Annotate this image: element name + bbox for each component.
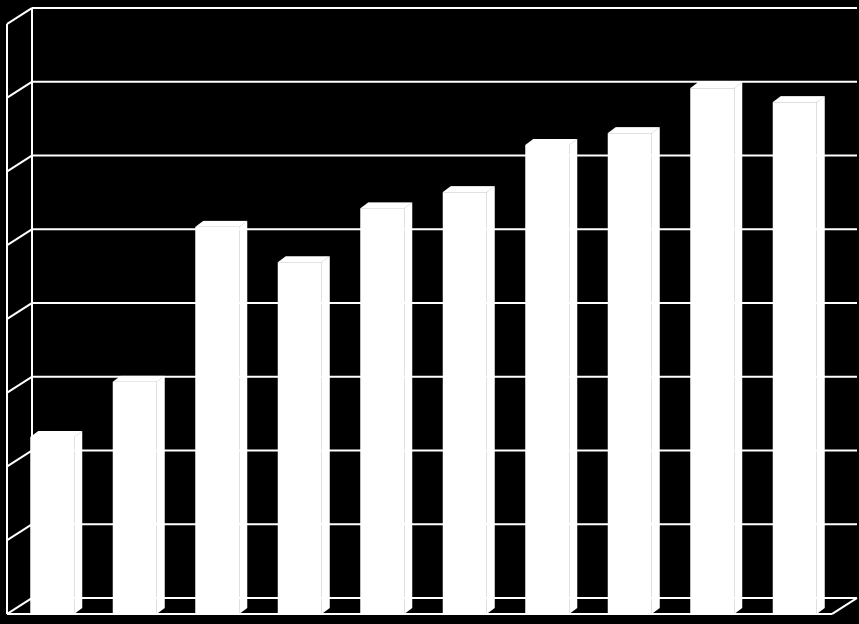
bar (773, 96, 825, 614)
bar-front (525, 145, 569, 614)
bar-top (443, 186, 495, 192)
gridline-depth (7, 598, 32, 614)
bar-front (278, 262, 322, 614)
bar-side (157, 376, 165, 614)
bar (30, 431, 82, 614)
bar-top (360, 202, 412, 208)
bar (443, 186, 495, 614)
bar-front (195, 227, 239, 614)
bar-side (487, 186, 495, 614)
bar-side (74, 431, 82, 614)
gridline-depth (7, 8, 32, 24)
bar (608, 127, 660, 614)
bar-top (195, 221, 247, 227)
gridline-depth (7, 451, 32, 467)
bar (690, 82, 742, 614)
bar-front (443, 192, 487, 614)
gridline-depth (7, 156, 32, 172)
bar-front (773, 102, 817, 614)
bar (278, 256, 330, 614)
bar-side (239, 221, 247, 614)
gridline-depth (7, 229, 32, 245)
bar-front (608, 133, 652, 614)
bar-top (608, 127, 660, 133)
bar-top (113, 376, 165, 382)
bar-side (652, 127, 660, 614)
bar (195, 221, 247, 614)
bar-front (690, 88, 734, 614)
bar-top (690, 82, 742, 88)
bar-front (360, 208, 404, 614)
gridline-depth (7, 377, 32, 393)
bar-side (817, 96, 825, 614)
bar-side (404, 202, 412, 614)
bar-top (278, 256, 330, 262)
bar-side (322, 256, 330, 614)
gridline-depth (7, 303, 32, 319)
gridline-depth (7, 82, 32, 98)
bar-side (569, 139, 577, 614)
bar-front (113, 382, 157, 614)
bar (525, 139, 577, 614)
floor-right-edge (832, 598, 857, 614)
bar (360, 202, 412, 614)
bar-front (30, 437, 74, 614)
bar-top (30, 431, 82, 437)
gridline-depth (7, 524, 32, 540)
bar-top (773, 96, 825, 102)
bar-side (734, 82, 742, 614)
bar-top (525, 139, 577, 145)
bars (30, 82, 825, 614)
bar (113, 376, 165, 614)
